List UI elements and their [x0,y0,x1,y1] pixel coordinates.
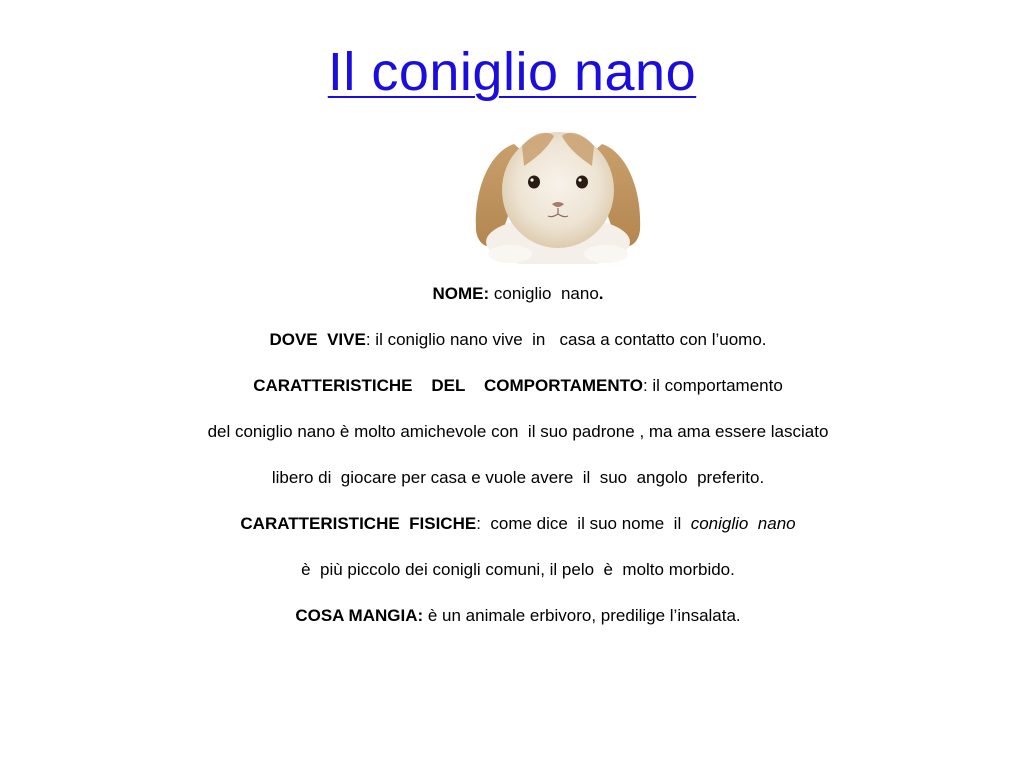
comp-line3: libero di giocare per casa e vuole avere il suo angolo preferito. [271,468,765,487]
nome-label: NOME: [432,284,490,303]
line-fisiche-2 [160,558,876,581]
line-fisiche [160,512,876,535]
cosa-label: COSA MANGIA: [295,606,424,625]
line-dove-vive [160,328,876,351]
line-nome [160,282,876,305]
slide-title[interactable] [0,40,1024,104]
nome-text: coniglio nano [489,284,599,303]
fis-text: : come dice il suo nome il [476,514,691,533]
line-cosa-mangia [160,604,876,627]
fis-label: CARATTERISTICHE FISICHE [240,514,477,533]
comp-line2: del coniglio nano è molto amichevole con il suo padrone , ma ama essere lasciato [207,422,829,441]
rabbit-illustration [470,118,646,264]
dove-label: DOVE VIVE [269,330,366,349]
rabbit-image [470,118,646,264]
slide-body [160,282,876,650]
line-comportamento [160,374,876,397]
comp-label: CARATTERISTICHE DEL COMPORTAMENTO [253,376,643,395]
cosa-text: è un animale erbivoro, predilige l’insalata. [423,606,741,625]
dove-text: : il coniglio nano vive in casa a contatto con l’uomo. [365,330,767,349]
comp-text: : il comportamento [642,376,783,395]
line-comportamento-2 [160,420,876,443]
title-link[interactable]: Il coniglio nano [327,42,697,102]
line-comportamento-3 [160,466,876,489]
fis-italic: coniglio nano [690,514,796,533]
fis-line2: è più piccolo dei conigli comuni, il pelo è molto morbido. [301,560,735,579]
nome-end: . [598,284,604,303]
